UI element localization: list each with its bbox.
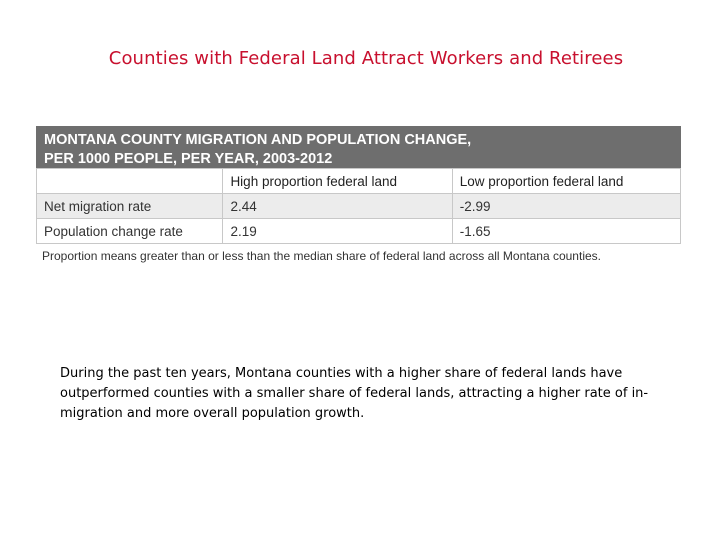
column-header-high: High proportion federal land xyxy=(223,169,452,194)
table-footnote: Proportion means greater than or less than the median share of federal land across all Montana counties. xyxy=(42,249,601,263)
cell-high: 2.19 xyxy=(223,219,452,244)
cell-low: -1.65 xyxy=(452,219,680,244)
data-table xyxy=(36,168,681,244)
table-title xyxy=(36,126,681,168)
migration-table xyxy=(36,126,681,263)
table-row-population-change xyxy=(37,219,681,244)
table-header-row xyxy=(37,169,681,194)
body-paragraph: During the past ten years, Montana counties with a higher share of federal lands have outperformed counties with a smaller share of federal lands, attracting a higher rate of in-migration and more overall population growth. xyxy=(60,366,649,421)
slide-title: Counties with Federal Land Attract Workers and Retirees xyxy=(108,48,624,69)
cell-high: 2.44 xyxy=(223,194,452,219)
column-header-empty xyxy=(37,169,223,194)
row-label: Population change rate xyxy=(37,219,223,244)
table-title-line-2: PER 1000 PEOPLE, PER YEAR, 2003-2012 xyxy=(44,151,333,167)
column-header-low: Low proportion federal land xyxy=(452,169,680,194)
row-label: Net migration rate xyxy=(37,194,223,219)
table-row-net-migration xyxy=(37,194,681,219)
table-title-line-1: MONTANA COUNTY MIGRATION AND POPULATION CHANGE, xyxy=(44,132,472,148)
cell-low: -2.99 xyxy=(452,194,680,219)
